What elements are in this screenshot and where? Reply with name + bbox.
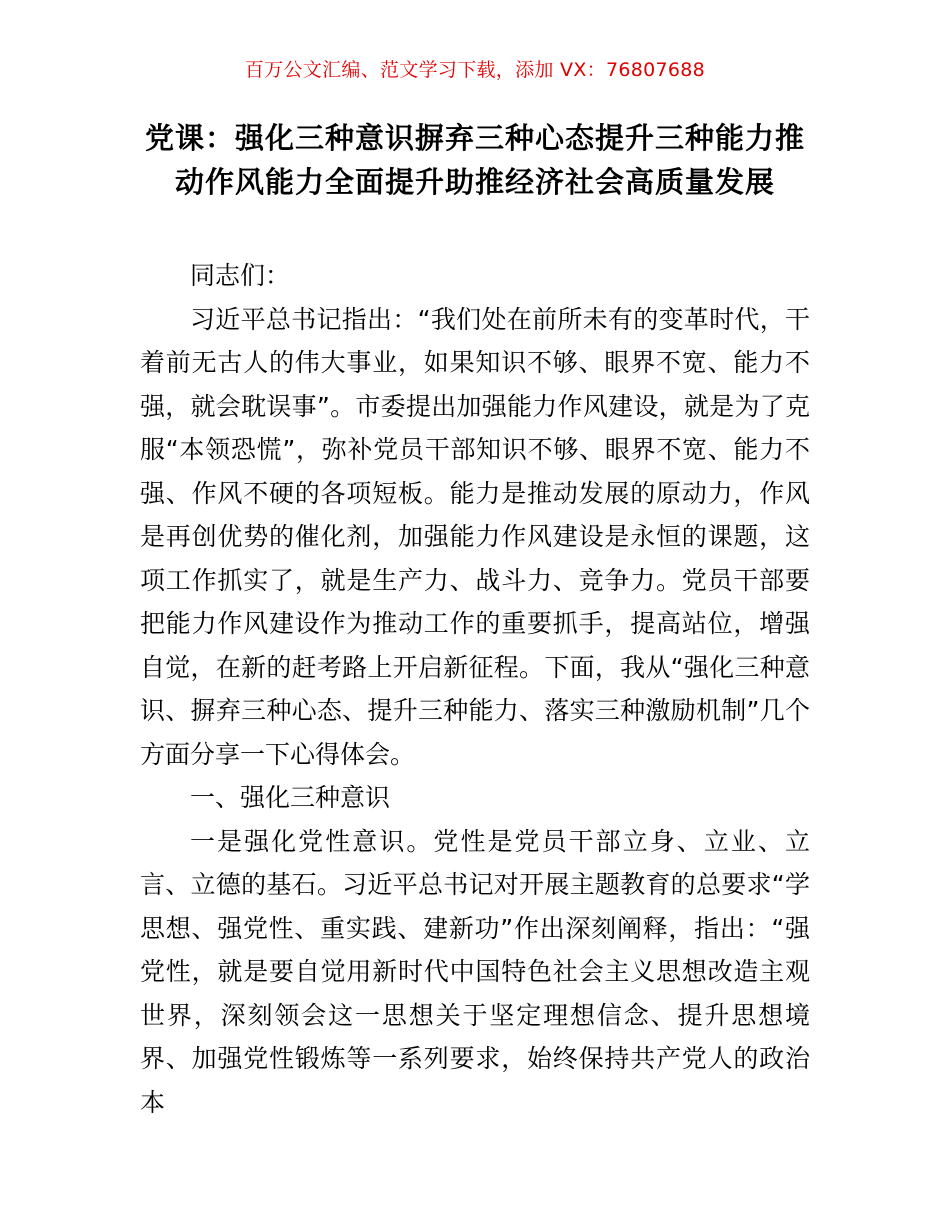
watermark-header: 百万公文汇编、范文学习下载，添加 VX：76807688: [244, 59, 706, 81]
paragraph-intro: 习近平总书记指出：“我们处在前所未有的变革时代，干着前无古人的伟大事业，如果知识不够、眼界不宽、能力不强，就会耽误事”。市委提出加强能力作风建设，就是为了克服“本领恐慌”，弥补党员干部知识不够、眼界不宽、能力不强、作风不硬的各项短板。能力是推动发展的原动力，作风是再创优势的催化剂，加强能力作风建设是永恒的课题，这项工作抓实了，就是生产力、战斗力、竞争力。党员干部要把能力作风建设作为推动工作的重要抓手，提高站位，增强自觉，在新的赶考路上开启新征程。下面，我从“强化三种意识、摒弃三种心态、提升三种能力、落实三种激励机制”几个方面分享一下心得体会。: [140, 304, 810, 769]
document-body: [140, 254, 810, 1124]
document-title: 党课：强化三种意识摒弃三种心态提升三种能力推动作风能力全面提升助推经济社会高质量发展: [144, 121, 805, 199]
salutation: 同志们：: [190, 261, 291, 290]
paragraph-party-spirit: 一是强化党性意识。党性是党员干部立身、立业、立言、立德的基石。习近平总书记对开展主题教育的总要求“学思想、强党性、重实践、建新功”作出深刻阐释，指出：“强党性，就是要自觉用新时代中国特色社会主义思想改造主观世界，深刻领会这一思想关于坚定理想信念、提升思想境界、加强党性锻炼等一系列要求，始终保持共产党人的政治本: [140, 826, 810, 1117]
section-heading-1: 一、强化三种意识: [190, 783, 391, 812]
